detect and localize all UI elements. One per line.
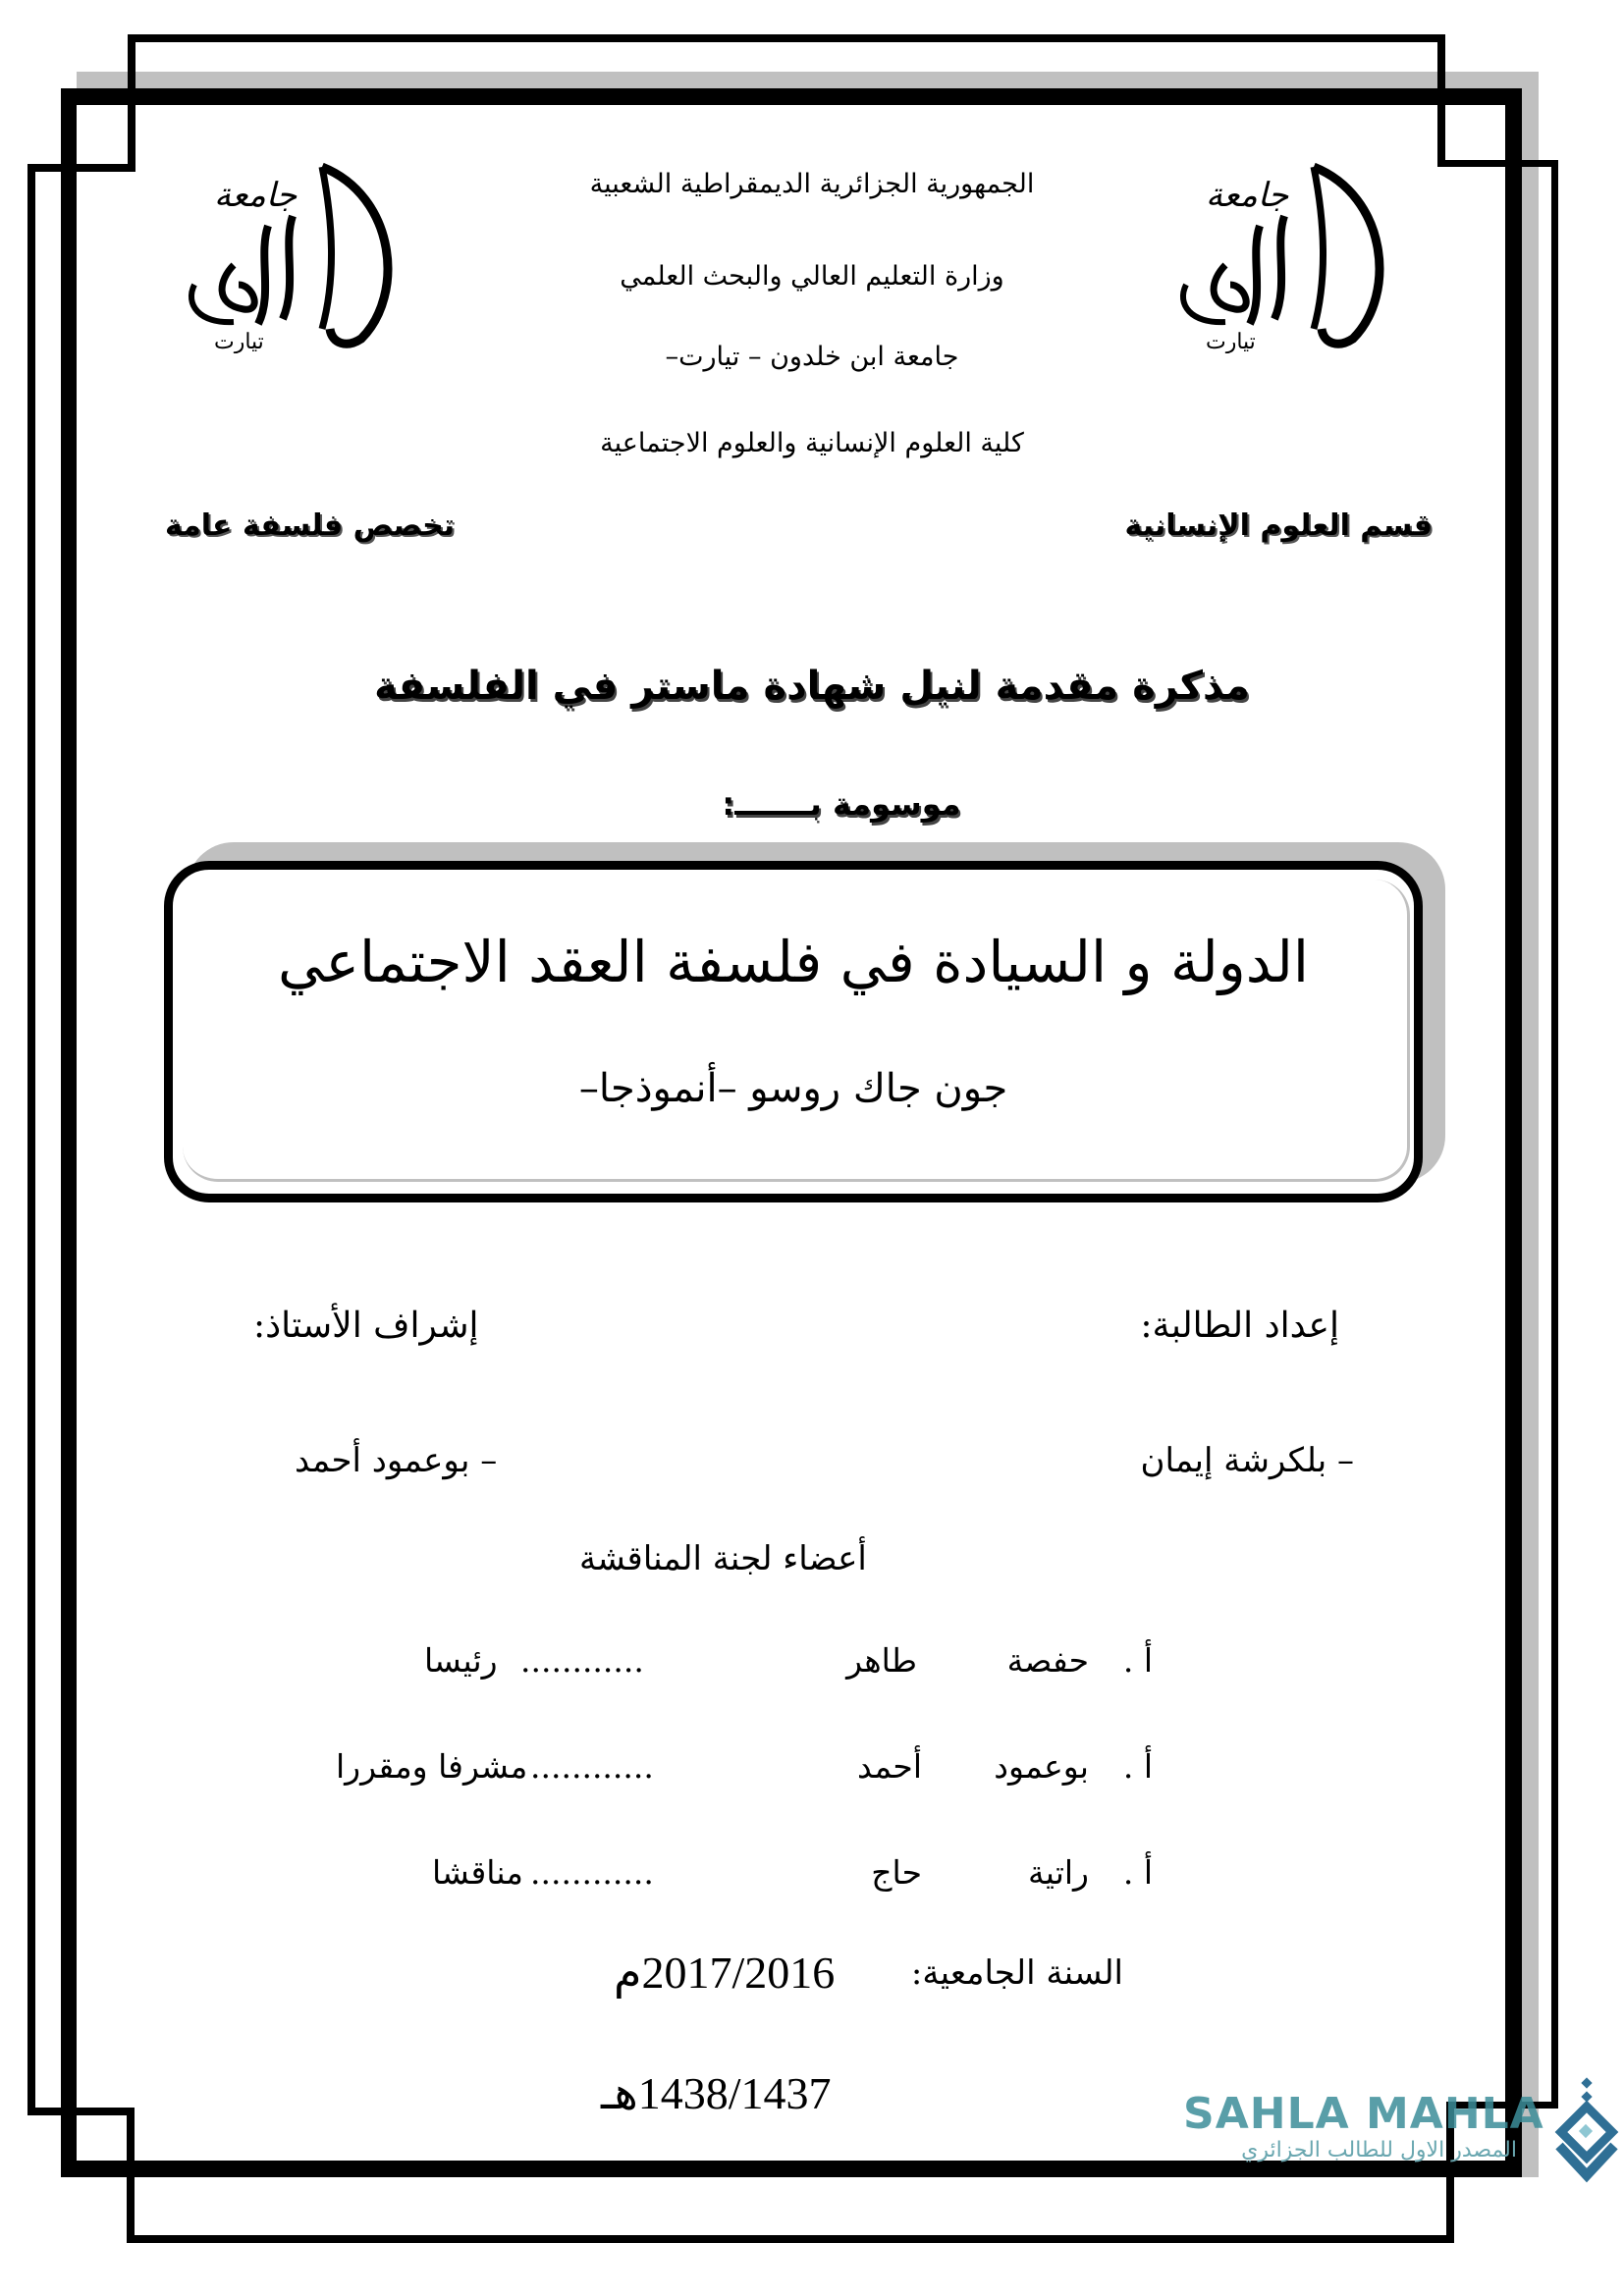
member-role: مناقشا xyxy=(432,1853,523,1892)
specialty-label: تخصص فلسفة عامة xyxy=(165,508,455,543)
thick-frame-right xyxy=(1505,88,1522,2177)
member-last-name: طاهر xyxy=(846,1641,917,1680)
title-box xyxy=(164,861,1423,1202)
thin-frame-left-lower xyxy=(127,2108,135,2243)
supervisor-name: – بوعمود أحمد xyxy=(295,1441,498,1480)
svg-text:تيارت: تيارت xyxy=(1206,330,1256,353)
member-role: رئيسا xyxy=(424,1641,498,1680)
watermark-brand: SAHLA MAHLA xyxy=(1183,2089,1544,2139)
committee-heading: أعضاء لجنة المناقشة xyxy=(579,1539,867,1578)
thin-frame-bottom xyxy=(127,2235,1454,2243)
republic-name: الجمهورية الجزائرية الديمقراطية الشعبية xyxy=(589,169,1035,199)
member-first-name: راتية xyxy=(1028,1853,1089,1892)
thick-frame-top xyxy=(61,88,1522,105)
ministry-name: وزارة التعليم العالي والبحث العلمي xyxy=(620,261,1004,292)
thesis-subtitle: جون جاك روسو –أنموذجا– xyxy=(578,1066,1008,1111)
member-prefix: أ . xyxy=(1122,1641,1153,1680)
thin-frame-right xyxy=(1437,34,1445,167)
thin-frame-corner-tr xyxy=(1437,160,1558,167)
watermark-tagline: المصدر الاول للطالب الجزائري xyxy=(1241,2138,1517,2163)
thin-frame-corner-bl xyxy=(27,2108,134,2115)
sahla-mahla-watermark xyxy=(1173,2089,1624,2167)
thin-frame-top xyxy=(128,34,1445,42)
academic-year-label: السنة الجامعية: xyxy=(910,1953,1123,1993)
memo-heading: مذكرة مقدمة لنيل شهادة ماستر في الفلسفة xyxy=(374,664,1250,709)
thick-frame-left xyxy=(61,88,77,2177)
member-first-name: بوعمود xyxy=(994,1747,1089,1786)
member-last-name: أحمد xyxy=(857,1747,922,1786)
academic-year-hijri: 1438/1437هـ xyxy=(601,2068,832,2118)
supervised-by-label: إشراف الأستاذ: xyxy=(253,1306,479,1346)
title-box-inner-border xyxy=(183,880,1410,1182)
member-prefix: أ . xyxy=(1122,1853,1153,1892)
member-dots: ............ xyxy=(520,1641,644,1680)
academic-year-gregorian: 2017/2016م xyxy=(614,1948,836,1998)
thesis-title: الدولة و السيادة في فلسفة العقد الاجتماعي xyxy=(278,929,1309,995)
faculty-name: كلية العلوم الإنسانية والعلوم الاجتماعية xyxy=(600,428,1024,458)
member-last-name: حاج xyxy=(871,1853,922,1892)
member-prefix: أ . xyxy=(1122,1747,1153,1786)
frame-shadow-right xyxy=(1522,72,1539,2177)
entitled-label: موسومة بـــــــ: xyxy=(722,785,961,823)
frame-shadow-top xyxy=(77,72,1539,88)
department-label: قسم العلوم الإنسانية xyxy=(1124,508,1433,543)
prepared-by-label: إعداد الطالبة: xyxy=(1140,1306,1339,1346)
university-name: جامعة ابن خلدون – تيارت– xyxy=(665,342,959,372)
svg-text:تيارت: تيارت xyxy=(214,330,264,353)
svg-text:جامعة: جامعة xyxy=(214,176,298,215)
student-name: – بلكرشة إيمان xyxy=(1140,1441,1354,1480)
thin-frame-left-upper xyxy=(128,34,135,172)
member-dots: ............ xyxy=(530,1853,654,1892)
member-dots: ............ xyxy=(530,1747,654,1786)
member-role: مشرفا ومقررا xyxy=(336,1747,528,1786)
member-first-name: حفصة xyxy=(1006,1641,1089,1680)
svg-text:جامعة: جامعة xyxy=(1206,176,1289,215)
sahla-mahla-logo-icon xyxy=(1551,2077,1622,2185)
